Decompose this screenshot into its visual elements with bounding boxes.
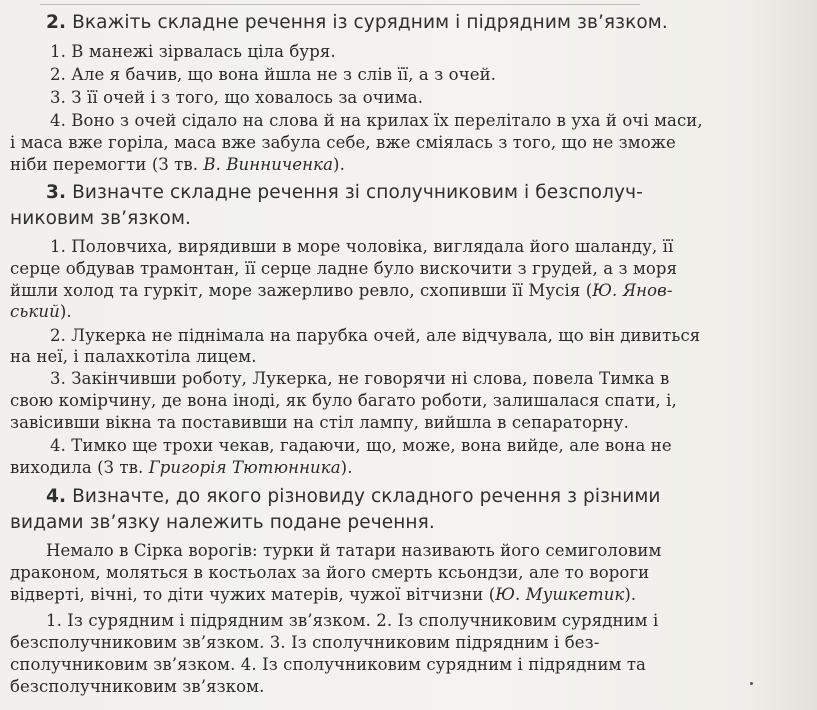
task2-title: Вкажіть складне речення із сурядним і підрядним зв’язком. (72, 12, 668, 33)
task3-line-4 (10, 302, 72, 321)
task3-line-11 (10, 458, 353, 477)
task4-title-1: Визначте, до якого різновиду складного речення з різними (72, 486, 661, 507)
task3-line-3 (10, 281, 673, 300)
task3-line-8: свою комірчину, де вона іноді, як було багато роботи, залишалася спати, і, (10, 391, 677, 410)
task4-option-line-2: безсполучниковим зв’язком. 3. Із сполучниковим підрядним і без- (10, 633, 600, 652)
task4-option-line-1: 1. Із сурядним і підрядним зв’язком. 2. Із сполучниковим сурядним і (46, 611, 659, 630)
task4-title-2: видами зв’язку належить подане речення. (10, 512, 435, 533)
task2-item-3: 3. З її очей і з того, що ховалось за очима. (50, 88, 424, 107)
task2-item-4: 4. Воно з очей сідало на слова й на крилах їх перелітало в уха й очі маси, (50, 111, 703, 130)
task2-item-1: 1. В манежі зірвалась ціла буря. (50, 42, 336, 61)
task4-sentence-3 (10, 585, 636, 604)
task2-source-prefix: ніби перемогти (З тв. (10, 155, 204, 174)
task2-author: В. Винниченка (203, 155, 334, 174)
task3-author1-part1: Ю. Янов- (592, 281, 673, 300)
task3-number: 3. (46, 182, 67, 203)
task3-title-2: никовим зв’язком. (10, 208, 191, 229)
task3-line-10: 4. Тимко ще трохи чекав, гадаючи, що, може, вона вийде, але вона не (50, 436, 672, 455)
task4-author-end: ). (624, 585, 637, 604)
task3-author2: Григорія Тютюнника (148, 458, 341, 477)
task3-title-1: Визначте складне речення зі сполучниковим і безсполуч- (72, 182, 643, 203)
task4-number: 4. (46, 486, 67, 507)
task4-option-line-3: сполучниковим зв’язком. 4. Із сполучниковим сурядним і підрядним та (10, 655, 646, 674)
task3-line-9: завісивши вікна та поставивши на стіл лампу, вийшла в сепараторну. (10, 413, 629, 432)
task3-line-3-text: йшли холод та гуркіт, море зажерливо ревло, схопивши її Мусія ( (10, 281, 593, 300)
task2-number: 2. (46, 12, 67, 33)
task2-item-4-end (10, 155, 345, 174)
task3-line-1: 1. Половчиха, вирядивши в море чоловіка, виглядала його шаланду, її (50, 237, 674, 256)
page-top-edge (40, 0, 640, 5)
task3-line-7: 3. Закінчивши роботу, Лукерка, не говорячи ні слова, повела Тимка в (50, 369, 670, 388)
page-shadow (747, 0, 817, 710)
task4-sentence-2: драконом, моляться в костьолах за його смерть ксьондзи, але то вороги (10, 563, 650, 582)
task3-author1-end: ). (59, 302, 72, 321)
task3-author2-end: ). (340, 458, 353, 477)
task3-line-5: 2. Лукерка не піднімала на парубка очей, але відчувала, що він дивиться (50, 326, 701, 345)
task3-heading (46, 182, 643, 203)
task3-author1-part2: ський (10, 302, 60, 321)
task4-sentence-3-text: відверті, вічні, то діти чужих матерів, чужої вітчизни ( (10, 585, 496, 604)
task2-source-end: ). (333, 155, 345, 174)
task4-option-line-4: безсполучниковим зв’язком. (10, 677, 265, 696)
task4-author: Ю. Мушкетик (495, 585, 625, 604)
task3-line-2: серце обдував трамонтан, її серце ладне було вискочити з грудей, а з моря (10, 259, 678, 278)
page-speck (750, 682, 753, 685)
task3-source-prefix: виходила (З тв. (10, 458, 149, 477)
task3-line-6: на неї, і палахкотіла лицем. (10, 347, 257, 366)
task2-heading (46, 12, 668, 33)
task4-sentence-1: Немало в Сірка ворогів: турки й татари називають його семиголовим (46, 541, 662, 560)
task2-item-4-cont: і маса вже горіла, маса вже забула себе, вже сміялась з того, що не зможе (10, 133, 676, 152)
task4-heading (46, 486, 661, 507)
task2-item-2: 2. Але я бачив, що вона йшла не з слів її, а з очей. (50, 65, 497, 84)
